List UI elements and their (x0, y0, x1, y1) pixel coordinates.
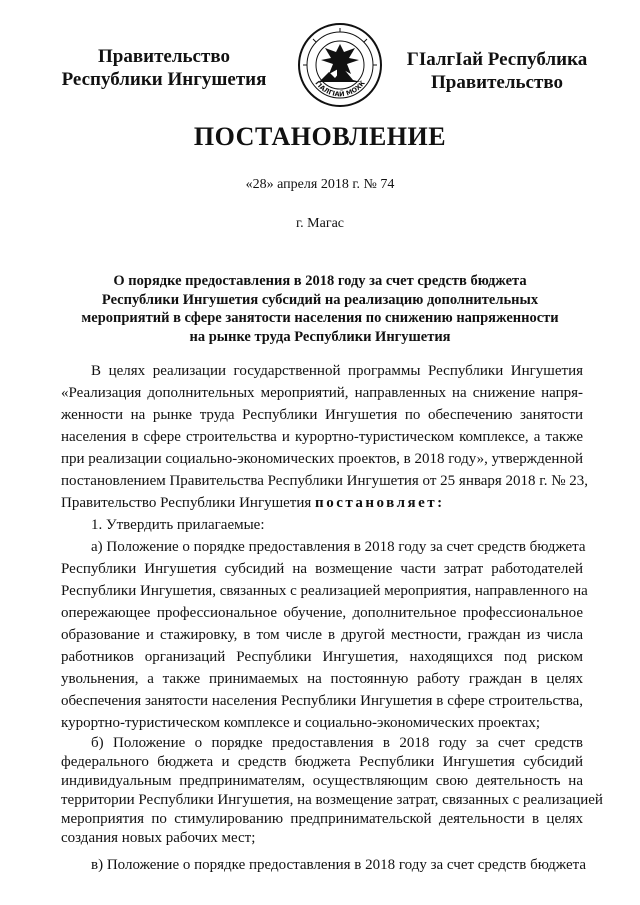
body-line: при реализации социально-экономических проектов, в 2018 году», утвержденной (61, 451, 584, 467)
body-line: населения в сфере строительства и курортно-туристическом комплексе, а также (61, 429, 583, 445)
body-line: работников организаций Республики Ингушетия, находящихся под риском (61, 649, 583, 665)
body-line: индивидуальным предпринимателям, осуществляющим свою деятельность на (61, 773, 583, 789)
header-left-line: Республики Ингушетия (61, 69, 267, 90)
body-line: «Реализация дополнительных мероприятий, направленных на снижение напря- (61, 385, 583, 401)
emblem-inscription: ГӀАЛГӀАЙ МОХК (313, 79, 367, 99)
body-line: мероприятия по стимулированию предпринимательской деятельности в целях (61, 811, 583, 827)
item-b-paragraph (61, 734, 603, 848)
document-date-number: «28» апреля 2018 г. № 74 (245, 177, 395, 192)
body-line: образование и стажировку, в том числе в другой местности, граждан из числа (61, 627, 583, 643)
body-line: территории Республики Ингушетия, на возмещение затрат, связанных с реализацией (61, 792, 603, 808)
body-line: обеспечения занятости населения Республики Ингушетия в сфере строительства, (61, 693, 583, 709)
preamble-paragraph (61, 360, 589, 514)
subject-line: О порядке предоставления в 2018 году за счет средств бюджета (113, 273, 527, 289)
body-line: курортно-туристическом комплексе и социально-экономических проектах; (61, 715, 541, 731)
coat-of-arms-emblem (297, 22, 383, 108)
header-government-ru (54, 45, 274, 91)
body-line: Республики Ингушетия субсидий на возмещение части затрат работодателей (61, 561, 583, 577)
subject-line: Республики Ингушетия субсидий на реализацию дополнительных (101, 291, 539, 308)
body-line: женности на рынке труда Республики Ингушетия по обеспечению занятости (61, 407, 583, 423)
body-line: В целях реализации государственной программы Республики Ингушетия (91, 363, 583, 379)
header-right-line: Правительство (431, 72, 563, 93)
body-line: постановлением Правительства Республики Ингушетия от 25 января 2018 г. № 23, (61, 473, 589, 489)
body-line: а) Положение о порядке предоставления в 2018 году за счет средств бюджета (91, 539, 586, 555)
subject-line: на рынке труда Республики Ингушетия (189, 328, 451, 345)
document-title: ПОСТАНОВЛЕНИЕ (193, 122, 447, 151)
body-line: увольнения, а также принимаемых на постоянную работу граждан в целях (61, 671, 583, 687)
decree-word: постановляет: (315, 495, 445, 511)
item-1-line: 1. Утвердить прилагаемые: (91, 517, 265, 533)
document-body (61, 360, 603, 876)
body-line-closing (61, 492, 583, 514)
item-a-paragraph (61, 536, 588, 734)
closing-text: Правительство Республики Ингушетия (61, 495, 316, 511)
body-line: Республики Ингушетия, связанных с реализацией мероприятия, направленного на (61, 583, 588, 599)
document-city: г. Магас (296, 216, 344, 231)
item-c-line: в) Положение о порядке предоставления в 2018 году за счет средств бюджета (91, 857, 586, 873)
header-left-line: Правительство (98, 46, 230, 67)
body-line: опережающее профессиональное обучение, дополнительное профессиональное (61, 605, 583, 621)
body-line: создания новых рабочих мест; (61, 830, 256, 846)
body-line: б) Положение о порядке предоставления в 2018 году за счет средств (91, 735, 583, 751)
header-government-ing (392, 48, 602, 94)
header-right-line: ГӀалгӀай Республика (406, 49, 588, 70)
subject-line: мероприятий в сфере занятости населения по снижению напряженности (81, 310, 559, 326)
body-line: федерального бюджета и средств бюджета Республики Ингушетия субсидий (61, 754, 583, 770)
document-subject (70, 272, 570, 346)
